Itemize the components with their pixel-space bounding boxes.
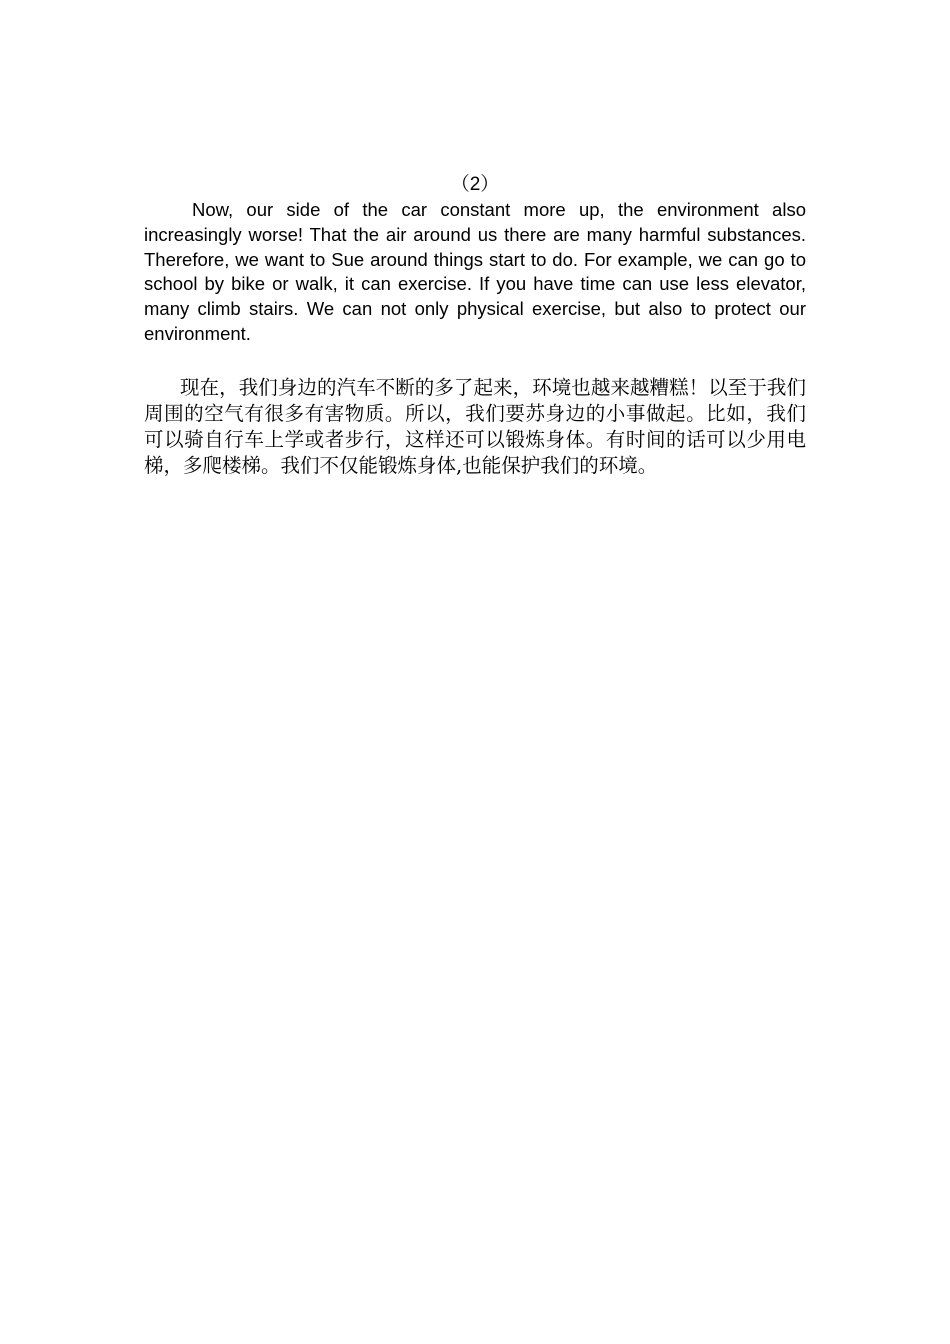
english-paragraph: Now, our side of the car constant more up, the environment also increasingly worse! That the air around us there are many harmful substances. Therefore, we want to Sue around things start to do. For example, we can go to school by bike or walk, it can exercise. If you have time can use less elevator, many climb stairs. We can not only physical exercise, but also to protect our environment. — [144, 199, 806, 344]
document-body — [144, 172, 806, 479]
chinese-paragraph: 现在，我们身边的汽车不断的多了起来，环境也越来越糟糕！以至于我们周围的空气有很多有害物质。所以，我们要苏身边的小事做起。比如，我们可以骑自行车上学或者步行，这样还可以锻炼身体。有时间的话可以少用电梯，多爬楼梯。我们不仅能锻炼身体,也能保护我们的环境。 — [144, 375, 806, 477]
section-number-heading: （2） — [450, 174, 500, 195]
